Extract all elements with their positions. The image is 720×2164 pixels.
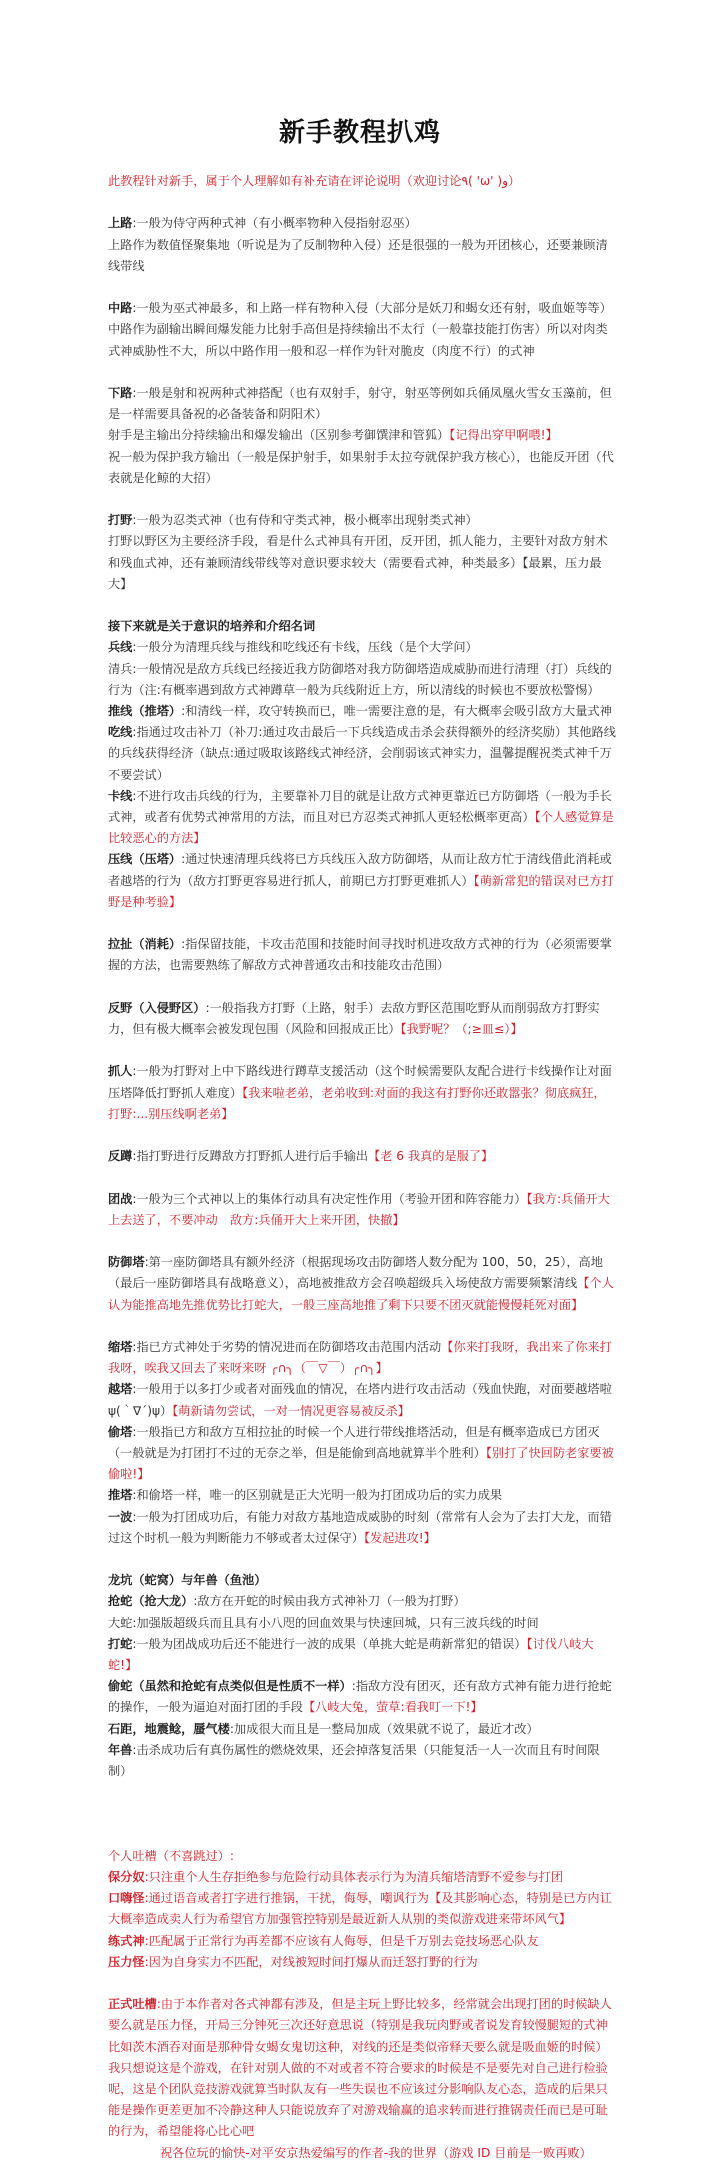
term-teamfight-note: 【我方:兵俑开大上去送了，不要冲动 敌方:兵俑开大上来开团，快撤】 bbox=[108, 1191, 610, 1227]
lane-top-desc: 上路作为数值怪聚集地（听说是为了反制物种入侵）还是很强的一般为开团核心，还要兼顾清线带线 bbox=[108, 237, 608, 273]
term-press-note: 【萌新常犯的错误对已方打野是种考验】 bbox=[108, 873, 614, 909]
term-eat-label: 吃线 bbox=[108, 725, 133, 740]
term-tower-note: 【个人认为能推高地先推优势比打蛇大，一般三座高地推了剩下只要不团灭就能慢慢耗死对面】 bbox=[108, 1276, 614, 1312]
rant-section bbox=[108, 1846, 616, 2164]
lane-top bbox=[108, 213, 616, 234]
term-wave-label: 一波 bbox=[108, 1509, 133, 1524]
obj-nian-label: 年兽 bbox=[108, 1742, 133, 1757]
formal-rant-label: 正式吐槽 bbox=[108, 1997, 157, 2012]
lane-top-term: 上路 bbox=[108, 216, 133, 231]
term-gank-note: 【我来啦老弟，老弟收到:对面的我这有打野你还敢嚣张？彻底疯狂，打野:...别压线啊老弟】 bbox=[108, 1085, 606, 1121]
rant-item-label: 保分奴 bbox=[108, 1870, 145, 1884]
rant-item bbox=[108, 1888, 616, 1930]
lane-jungle-term: 打野 bbox=[108, 513, 133, 528]
obj-steal-text: :敌方在开蛇的时候由我方式神补刀（一般为打野） bbox=[193, 1594, 466, 1609]
rant-item bbox=[108, 1931, 616, 1952]
rant-item-text: :匹配属于正常行为再差都不应该有人侮辱，但是千万别去竞技场恶心队友 bbox=[144, 1933, 539, 1948]
term-counter-text: :指打野进行反蹲敌方打野抓人进行后手输出 bbox=[132, 1149, 369, 1164]
term-dive-text: :一般用于以多打少或者对面残血的情况，在塔内进行攻击活动（残血快跑，对面要越塔啦ψ(｀∇´)ψ） bbox=[108, 1382, 612, 1418]
term-gank bbox=[108, 1061, 616, 1125]
obj-bigsnake: 大蛇:加强版超级兵而且具有小八咫的回血效果与快速回城，只有三波兵线的时间 bbox=[108, 1615, 539, 1630]
lane-mid bbox=[108, 298, 616, 319]
term-turtle bbox=[108, 1337, 616, 1379]
term-invade-note: 【我野呢？（;≥皿≤）】 bbox=[400, 1022, 523, 1037]
rant-heading: 个人吐槽（不喜跳过）: bbox=[108, 1848, 234, 1863]
term-wave bbox=[108, 1507, 616, 1549]
closing-paragraph: 我只想说这是个游戏，在针对别人做的不对或者不符合要求的时候是不是要先对自己进行检验呢，这是个团队竞技游戏就算当时队友有一些失误也不应该过分影响队友心态，造成的后果只能是操作更差更加不冷静这种人只能说放弃了对游戏输赢的追求转而进行推锅责任而已是可耻的行为，希望能将心比心吧 bbox=[108, 2060, 608, 2139]
lane-bot-support: 祝一般为保护我方输出（一般是保护射手，如果射手太拉夸就保护我方核心），也能反开团（代表就是化鲸的大招） bbox=[108, 449, 614, 485]
lane-top-line1: :一般为侍守两种式神（有小概率物种入侵指射忍巫） bbox=[132, 216, 417, 231]
term-turtle-text: :指已方式神处于劣势的情况进而在防御塔攻击范围内活动 bbox=[132, 1339, 442, 1354]
rant-item-label: 压力怪 bbox=[108, 1954, 145, 1969]
term-dive-note: 【萌新请勿尝试，一对一情况更容易被反杀】 bbox=[172, 1403, 410, 1418]
term-split-note: 【别打了快回防老家要被偷啦!】 bbox=[108, 1446, 614, 1482]
formal-rant bbox=[108, 1994, 616, 2058]
term-siege-label: 推塔 bbox=[108, 1488, 133, 1503]
lane-jungle bbox=[108, 510, 616, 531]
term-siege bbox=[108, 1485, 616, 1506]
term-teamfight bbox=[108, 1189, 616, 1231]
term-freeze-label: 卡线 bbox=[108, 788, 133, 803]
rant-item-text: :因为自身实力不匹配，对线被短时间打爆从而迁怒打野的行为 bbox=[144, 1954, 478, 1969]
term-clear: 清兵:一般情况是敌方兵线已经接近我方防御塔对我方防御塔造成威胁而进行清理（打）兵线的行为（注:有概率遇到敌方式神蹲草一般为兵线附近上方，所以清线的时候也不要放松警惕） bbox=[108, 661, 612, 697]
term-freeze-text: :不进行攻击兵线的行为，主要靠补刀目的就是让敌方式神更靠近已方防御塔（一般为手长式神，或者有优势式神常用的方法，而且对已方忍类式神抓人更轻松概率更高） bbox=[108, 788, 612, 825]
term-press-label: 压线（压塔） bbox=[108, 852, 182, 867]
term-turtle-label: 缩塔 bbox=[108, 1339, 133, 1354]
term-push bbox=[108, 701, 616, 722]
obj-buffs-text: :加成很大而且是一整局加成（效果就不说了，最近才改） bbox=[229, 1721, 539, 1736]
rant-item bbox=[108, 1867, 616, 1888]
term-gank-label: 抓人 bbox=[108, 1064, 133, 1079]
term-wave-text: :一般为打团成功后，有能力对敌方基地造成威胁的时刻（常常有人会为了去打大龙，而错过这个时机一般为判断能力不够或者太过保守） bbox=[108, 1509, 612, 1545]
page-title: 新手教程扒鸡 bbox=[278, 118, 441, 148]
lane-jungle-desc: 打野以野区为主要经济手段，看是什么式神具有开团，反开团，抓人能力，主要针对敌方射术和残血式神，还有兼顾清线带线等对意识要求较大（需要看式神，种类最多）【最累，压力最大】 bbox=[108, 534, 608, 591]
obj-hitsnake-label: 打蛇 bbox=[108, 1636, 133, 1651]
term-press bbox=[108, 849, 616, 913]
term-invade bbox=[108, 998, 616, 1040]
term-freeze-note: 【个人感觉算是比较恶心的方法】 bbox=[108, 810, 614, 846]
obj-steal-label: 抢蛇（抢大龙） bbox=[108, 1594, 194, 1609]
lane-bot-tip: 【记得出穿甲啊喂!】 bbox=[449, 428, 558, 443]
term-turtle-note: 【你来打我呀，我出来了你来打我呀，唉我又回去了来呀来呀 ╭∩╮（￣▽￣）╭∩╮】 bbox=[108, 1339, 612, 1376]
objectives-heading: 龙坑（蛇窝）与年兽（鱼池） bbox=[108, 1573, 267, 1588]
obj-buffs-label: 石距，地震鲶，蜃气楼 bbox=[108, 1721, 230, 1736]
term-counter-label: 反蹲 bbox=[108, 1149, 133, 1164]
lane-bot bbox=[108, 383, 616, 425]
term-freeze bbox=[108, 786, 616, 850]
obj-steal bbox=[108, 1591, 616, 1612]
rant-item bbox=[108, 1952, 616, 1973]
term-poke-label: 拉扯（消耗） bbox=[108, 937, 182, 952]
term-poke-text: :指保留技能，卡攻击范围和技能时间寻找时机进攻敌方式神的行为（必须需要掌握的方法，也需要熟练了解敌方式神普通攻击和技能攻击范围） bbox=[108, 937, 612, 973]
term-poke bbox=[108, 934, 616, 976]
obj-sneak-text: :指敌方没有团灭，还有敌方式神有能力进行抢蛇的操作，一般为逼迫对面打团的手段 bbox=[108, 1679, 612, 1715]
term-eat bbox=[108, 722, 616, 786]
term-split bbox=[108, 1422, 616, 1486]
term-siege-text: :和偷塔一样，唯一的区别就是正大光明一般为打团成功后的实力成果 bbox=[132, 1488, 503, 1503]
lane-bot-line2: 射手是主输出分持续输出和爆发输出（区别参考御馔津和管狐） bbox=[108, 428, 450, 443]
signature: 祝各位玩的愉快-对平安京热爱编写的作者-我的世界（游戏 ID 目前是一败再败） bbox=[160, 2145, 592, 2160]
obj-nian bbox=[108, 1740, 616, 1782]
lane-mid-term: 中路 bbox=[108, 301, 133, 316]
obj-nian-text: :击杀成功后有真伤属性的燃烧效果，还会掉落复活果（只能复活一人一次而且有时间限制） bbox=[108, 1742, 600, 1779]
obj-sneak bbox=[108, 1676, 616, 1718]
formal-rant-text: :由于本作者对各式神都有涉及，但是主玩上野比较多，经常就会出现打团的时候缺人要么就是压力怪，开局三分钟死三次还好意思说（特别是我玩肉野或者说发育较慢腿短的式神比如茨木酒吞对面是那种骨女蝎女鬼切这种，对线的还是类似帝释天要么就是吸血姬的时候） bbox=[108, 1997, 612, 2054]
term-split-label: 偷塔 bbox=[108, 1424, 133, 1439]
term-tower-label: 防御塔 bbox=[108, 1255, 145, 1270]
lane-bot-term: 下路 bbox=[108, 385, 133, 400]
term-minions bbox=[108, 637, 616, 658]
term-minions-text: :一般分为清理兵线与推线和吃线还有卡线，压线（是个大学问） bbox=[132, 640, 478, 655]
term-tower bbox=[108, 1252, 616, 1316]
lane-bot-marksman bbox=[108, 425, 616, 446]
term-wave-note: 【发起进攻!】 bbox=[363, 1530, 436, 1545]
term-press-text: :通过快速清理兵线将已方兵线压入敌方防御塔，从而让敌方忙于清线借此消耗或者越塔的行为（敌方打野更容易进行抓人，前期已方打野更难抓人） bbox=[108, 852, 612, 888]
obj-hitsnake-text: :一般为团战成功后还不能进行一波的成果（单挑大蛇是萌新常犯的错误） bbox=[132, 1636, 527, 1651]
term-tower-text: :第一座防御塔具有额外经济（根据现场攻击防御塔人数分配为 100，50，25），高地（最后一座防御塔具有战略意义），高地被推敌方会召唤超级兵入场使敌方需要频繁清线 bbox=[108, 1255, 603, 1291]
lane-mid-desc: 中路作为副输出瞬间爆发能力比射手高但是持续输出不太行（一般靠技能打伤害）所以对肉类式神威胁性不大，所以中路作用一般和忍一样作为针对脆皮（肉度不行）的式神 bbox=[108, 322, 608, 358]
intro-note: 此教程针对新手，属于个人理解如有补充请在评论说明（欢迎讨论٩( 'ω' )و） bbox=[108, 174, 521, 188]
term-teamfight-text: :一般为三个式神以上的集体行动具有决定性作用（考验开团和阵容能力） bbox=[132, 1191, 527, 1206]
term-counter-note: 【老 6 我真的是服了】 bbox=[368, 1149, 494, 1164]
article-body bbox=[108, 171, 616, 2164]
obj-sneak-note: 【八岐大兔，萤草:看我叮一下!】 bbox=[303, 1700, 483, 1715]
term-push-text: :和清线一样，攻守转换而已，唯一需要注意的是，有大概率会吸引敌方大量式神 bbox=[181, 704, 612, 718]
obj-sneak-label: 偷蛇（虽然和抢蛇有点类似但是性质不一样） bbox=[108, 1679, 352, 1694]
lane-jungle-line1: :一般为忍类式神（也有侍和守类式神，极小概率出现射类式神） bbox=[132, 513, 478, 528]
term-split-text: :一般指已方和敌方互相拉扯的时候一个人进行带线推塔活动，但是有概率造成已方团灭（一般就是为打团打不过的无奈之举，但是能偷到高地就算半个胜利） bbox=[108, 1424, 600, 1460]
term-invade-label: 反野（入侵野区） bbox=[108, 1000, 206, 1015]
term-dive-label: 越塔 bbox=[108, 1382, 133, 1397]
section-heading: 接下来就是关于意识的培养和介绍名词 bbox=[108, 619, 316, 634]
rant-item-text: :只注重个人生存拒绝参与危险行动具体表示行为为清兵缩塔清野不爱参与打团 bbox=[144, 1870, 564, 1884]
term-teamfight-label: 团战 bbox=[108, 1191, 133, 1206]
lane-mid-line1: :一般为巫式神最多，和上路一样有物种入侵（大部分是妖刀和蝎女还有射，吸血姬等等） bbox=[132, 301, 612, 316]
obj-hitsnake bbox=[108, 1634, 616, 1676]
term-gank-text: :一般为打野对上中下路线进行蹲草支援活动（这个时候需要队友配合进行卡线操作让对面压塔降低打野抓人难度） bbox=[108, 1064, 612, 1100]
obj-hitsnake-note: 【讨伐八岐大蛇!】 bbox=[108, 1636, 594, 1673]
term-counter bbox=[108, 1146, 616, 1167]
term-push-label: 推线（推塔） bbox=[108, 704, 182, 718]
rant-item-label: 口嗨怪 bbox=[108, 1891, 145, 1906]
rant-item-text: :通过语音或者打字进行推锅，干扰，侮辱，嘲讽行为【及其影响心态，特别是已方内讧大概率造成卖人行为希望官方加强管控特别是最近新人从别的类似游戏进来带坏风气】 bbox=[108, 1891, 612, 1927]
term-dive bbox=[108, 1379, 616, 1421]
term-eat-text: :指通过攻击补刀（补刀:通过攻击最后一下兵线造成击杀会获得额外的经济奖励）其他路线的兵线获得经济（缺点:通过吸取该路线式神经济，会削弱该式神实力，温馨提醒祝类式神千万不要尝试） bbox=[108, 725, 616, 782]
term-invade-text: :一般指我方打野（上路，射手）去敌方野区范围吃野从而削弱敌方打野实力，但有极大概率会被发现包围（风险和回报成正比） bbox=[108, 1000, 600, 1037]
rant-item-label: 练式神 bbox=[108, 1933, 145, 1948]
term-minions-label: 兵线 bbox=[108, 640, 133, 655]
obj-buffs bbox=[108, 1719, 616, 1740]
lane-bot-line1: :一般是射和祝两种式神搭配（也有双射手，射守，射巫等例如兵俑凤凰火雪女玉藻前，但是一样需要具备祝的必备装备和阴阳术） bbox=[108, 385, 612, 422]
